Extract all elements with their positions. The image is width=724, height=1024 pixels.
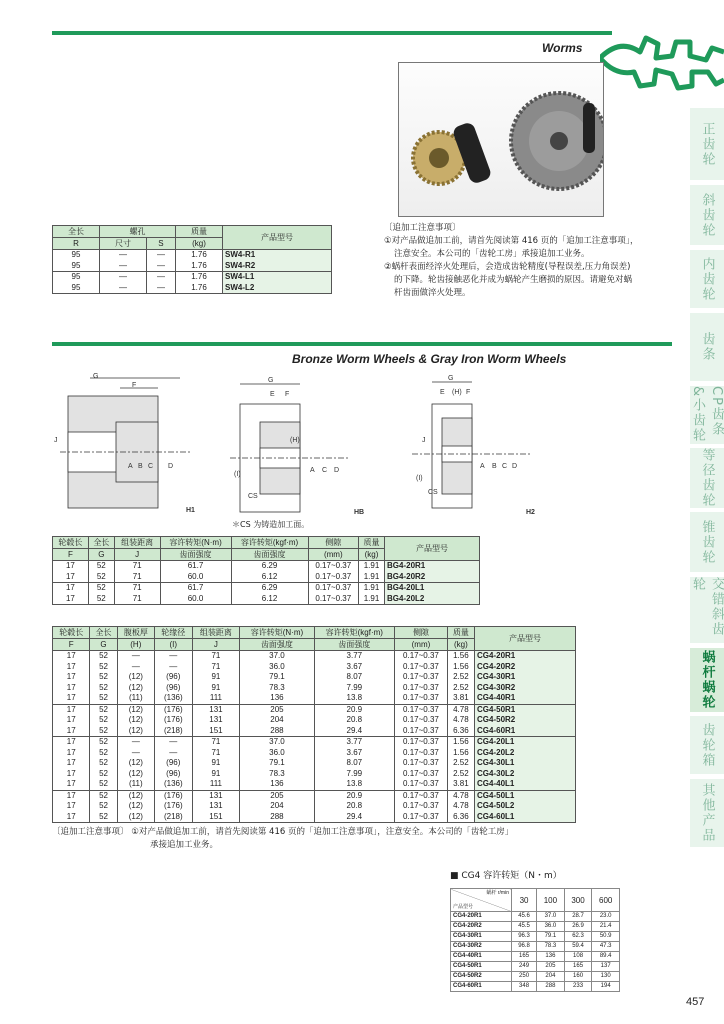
cg4-torque-title: ■ CG4 容许转矩（N・m） — [450, 871, 562, 881]
svg-text:D: D — [334, 467, 340, 474]
table-row: CG4-30R2 96.8 78.3 59.4 47.3 — [451, 942, 620, 952]
side-tab-8[interactable]: 蜗杆蜗轮 — [690, 648, 724, 712]
col-length: 全长 — [53, 226, 100, 238]
table-row: 17 52 — — 71 37.0 3.77 0.17~0.37 1.56 CG4-20L1 — [53, 737, 576, 748]
table-row: 17 52 71 60.0 6.12 0.17~0.37 1.91 BG4-20L2 — [53, 594, 480, 605]
wheel-machining-note: 〔追加工注意事项〕 ①对产品做追加工前，请首先阅读第 416 页的「追加工注意事项」，注意安全。本公司的「齿轮工房」 承接追加工业务。 — [52, 827, 514, 850]
table-row: 17 52 (12) (176) 131 205 20.9 0.17~0.37 4.78 CG4-50L1 — [53, 790, 576, 801]
table-row: 17 52 (12) (96) 91 79.1 8.07 0.17~0.37 2.52 CG4-30R1 — [53, 672, 576, 683]
svg-text:(I): (I) — [234, 471, 241, 478]
svg-text:(H): (H) — [452, 389, 462, 396]
table-row: 95 — — 1.76 SW4-R2 — [53, 261, 332, 272]
side-tab-7[interactable]: 交错斜齿轮 — [690, 577, 724, 643]
table-row: 17 52 (12) (176) 131 205 20.9 0.17~0.37 4.78 CG4-50R1 — [53, 704, 576, 715]
svg-text:A: A — [480, 463, 485, 470]
table-row: 17 52 (12) (96) 91 78.3 7.99 0.17~0.37 2.52 CG4-30R2 — [53, 683, 576, 694]
table-row: CG4-20R1 45.6 37.0 28.7 23.0 — [451, 912, 620, 922]
svg-text:G: G — [268, 377, 274, 384]
table-row: 95 — — 1.76 SW4-L1 — [53, 272, 332, 283]
svg-text:F: F — [132, 382, 137, 389]
wheels-title: Bronze Worm Wheels & Gray Iron Worm Wheels — [292, 352, 567, 366]
table-row: 17 52 (11) (136) 111 136 13.8 0.17~0.37 3.81 CG4-40R1 — [53, 693, 576, 704]
table-row: CG4-30R1 96.3 79.1 62.3 50.9 — [451, 932, 620, 942]
svg-text:E: E — [270, 391, 275, 398]
worms-title: Worms — [542, 41, 583, 55]
svg-text:G: G — [93, 373, 99, 380]
side-tab-9[interactable]: 齿轮箱 — [690, 716, 724, 774]
svg-text:C: C — [148, 463, 154, 470]
table-row: 17 52 (12) (218) 151 288 29.4 0.17~0.37 6.36 CG4-60L1 — [53, 812, 576, 823]
worm-gears-image — [399, 63, 603, 216]
col-r: R — [53, 238, 100, 250]
table-row: 17 52 (12) (176) 131 204 20.8 0.17~0.37 4.78 CG4-50R2 — [53, 715, 576, 726]
svg-text:D: D — [168, 463, 174, 470]
svg-text:F: F — [466, 389, 471, 396]
drawing-h1 — [50, 372, 210, 522]
svg-text:G: G — [448, 375, 454, 382]
col-s: S — [146, 238, 175, 250]
table-row: CG4-60R1 348 288 233 194 — [451, 982, 620, 992]
svg-text:B: B — [138, 463, 143, 470]
svg-text:B: B — [492, 463, 497, 470]
svg-text:F: F — [285, 391, 290, 398]
svg-text:A: A — [310, 467, 315, 474]
cs-note: ＊CS 为铸造加工面。 — [232, 520, 310, 529]
table-row: 17 52 (12) (176) 131 204 20.8 0.17~0.37 4.78 CG4-50L2 — [53, 801, 576, 812]
table-row: 17 52 (12) (218) 151 288 29.4 0.17~0.37 6.36 CG4-60R1 — [53, 726, 576, 737]
side-tab-3[interactable]: 齿条 — [690, 313, 724, 381]
col-size: 尺寸 — [99, 238, 146, 250]
svg-text:CS: CS — [428, 489, 438, 496]
top-rule — [52, 31, 612, 35]
drawing-h2-label: H2 — [526, 509, 535, 516]
table-row: 17 52 (12) (96) 91 78.3 7.99 0.17~0.37 2.52 CG4-30L2 — [53, 769, 576, 780]
table-row: 17 52 (12) (96) 91 79.1 8.07 0.17~0.37 2.52 CG4-30L1 — [53, 758, 576, 769]
table-row: 17 52 (11) (136) 111 136 13.8 0.17~0.37 3.81 CG4-40L1 — [53, 779, 576, 790]
side-tab-4[interactable]: CP齿条&小齿轮 — [690, 386, 724, 444]
side-tab-5[interactable]: 等径齿轮 — [690, 448, 724, 508]
drawing-h1-label: H1 — [186, 507, 195, 514]
table-row: 17 52 71 61.7 6.29 0.17~0.37 1.91 BG4-20R1 — [53, 561, 480, 572]
table-row: 17 52 — — 71 36.0 3.67 0.17~0.37 1.56 CG4-20L2 — [53, 748, 576, 759]
table-row: CG4-40R1 165 136 108 89.4 — [451, 952, 620, 962]
col-mass: 质量 — [176, 226, 223, 238]
svg-text:J: J — [54, 437, 58, 444]
svg-text:CS: CS — [248, 493, 258, 500]
svg-text:A: A — [128, 463, 133, 470]
page-number: 457 — [686, 996, 705, 1008]
cg4-corner: 蜗杆 r/min 产品型号 — [451, 889, 512, 912]
side-tab-10[interactable]: 其他产品 — [690, 779, 724, 847]
table-row: 17 52 — — 71 36.0 3.67 0.17~0.37 1.56 CG4-20R2 — [53, 662, 576, 673]
side-tab-6[interactable]: 锥齿轮 — [690, 512, 724, 572]
side-tab-0[interactable]: 正齿轮 — [690, 108, 724, 180]
col-kg: (kg) — [176, 238, 223, 250]
worm-spec-table — [52, 225, 332, 294]
svg-text:(H): (H) — [290, 437, 300, 444]
svg-text:C: C — [322, 467, 328, 474]
worm-product-photo — [398, 62, 604, 217]
cg4-torque-table: 蜗杆 r/min 产品型号 30 100 300 600 CG4-20R1 45.6 37.0 28.7 23.0 CG4-20R2 45.5 36.0 26.9 21.4 CG4-30R1 96.3 79.1 62.3 50.9 CG4-30R2 96.8 78.3 59.4 47.3 CG4-40R1 165 136 108 89.4 CG4-50R1 249 205 165 137 CG4-50R2 250 204 160 130 CG4-60R1 348 288 233 194 — [450, 888, 620, 992]
svg-text:(I): (I) — [416, 475, 423, 482]
col-hole: 螺孔 — [99, 226, 175, 238]
col-code: 产品型号 — [223, 226, 332, 250]
svg-text:C: C — [502, 463, 508, 470]
drawing-hb-label: HB — [354, 509, 365, 516]
table-row: 17 52 — — 71 37.0 3.77 0.17~0.37 1.56 CG4-20R1 — [53, 651, 576, 662]
worm-machining-note: 〔追加工注意事项〕 ①对产品做追加工前，请首先阅读第 416 页的「追加工注意事项」， 注意安全。本公司的「齿轮工房」承接追加工业务。 ②蜗杆表面经淬火处理后，会造成齿轮精度(导程误差,压力角误差) 的下降。轮齿接触恶化并成为蜗轮产生磨损的原因。请避免对蜗 杆齿面做淬火处理。 — [384, 223, 639, 298]
table-row: 17 52 71 61.7 6.29 0.17~0.37 1.91 BG4-20L1 — [53, 583, 480, 594]
gear-logo-icon — [600, 18, 724, 98]
cg-spec-table: 轮毂长 全长 腹板厚 轮缘径 组装距离 容许转矩(N·m) 容许转矩(kgf·m) 侧隙 质量 产品型号 F G (H) (I) J 齿面强度 齿面强度 (mm) (kg) 17 52 — — 71 37.0 3.77 0.17~0.37 1.56 CG4-20R1 17 52 — — 71 36.0 3.67 0.17~0.37 1.56 CG4-20R2 17 52 (12) (96) 91 79.1 8.07 0.17~0.37 2.52 CG4-30R1 17 52 (12) (96) 91 78.3 7.99 0.17~0.37 2.52 CG4-30R2 17 52 (11) (136) 111 136 13.8 0.17~0.37 3.81 CG4-40R1 17 52 (12) (176) 131 205 20.9 0.17~0.37 4.78 CG4-50R1 17 52 (12) (176) 131 204 20.8 0.17~0.37 4.78 CG4-50R2 17 52 (12) (218) 151 288 29.4 0.17~0.37 6.36 CG4-60R1 17 52 — — 71 37.0 3.77 0.17~0.37 1.56 CG4-20L1 17 52 — — 71 36.0 3.67 0.17~0.37 1.56 CG4-20L2 17 52 (12) (96) 91 79.1 8.07 0.17~0.37 2.52 CG4-30L1 17 52 (12) (96) 91 78.3 7.99 0.17~0.37 2.52 CG4-30L2 17 52 (11) (136) 111 136 13.8 0.17~0.37 3.81 CG4-40L1 17 52 (12) (176) 131 205 20.9 0.17~0.37 4.78 CG4-50L1 17 52 (12) (176) 131 204 20.8 0.17~0.37 4.78 CG4-50L2 17 52 (12) (218) 151 288 29.4 0.17~0.37 6.36 CG4-60L1 — [52, 626, 576, 823]
drawing-h2 — [402, 372, 552, 522]
table-row: 95 — — 1.76 SW4-L2 — [53, 283, 332, 294]
side-tab-1[interactable]: 斜齿轮 — [690, 185, 724, 245]
table-row: CG4-50R2 250 204 160 130 — [451, 972, 620, 982]
drawing-hb — [230, 376, 370, 522]
svg-text:D: D — [512, 463, 518, 470]
side-tab-2[interactable]: 内齿轮 — [690, 250, 724, 308]
table-row: 95 — — 1.76 SW4-R1 — [53, 250, 332, 261]
wheels-rule — [52, 342, 672, 346]
svg-text:J: J — [422, 437, 426, 444]
bg-spec-table: 轮毂长 全长 组装距离 容许转矩(N·m) 容许转矩(kgf·m) 侧隙 质量 产品型号 F G J 齿面强度 齿面强度 (mm) (kg) 17 52 71 61.7 6.29 0.17~0.37 1.91 BG4-20R1 17 52 71 60.0 6.12 0.17~0.37 1.91 BG4-20R2 17 52 71 61.7 6.29 0.17~0.37 1.91 BG4-20L1 17 52 71 60.0 6.12 0.17~0.37 1.91 BG4-20L2 — [52, 536, 480, 605]
table-row: 17 52 71 60.0 6.12 0.17~0.37 1.91 BG4-20R2 — [53, 572, 480, 583]
table-row: CG4-50R1 249 205 165 137 — [451, 962, 620, 972]
svg-text:E: E — [440, 389, 445, 396]
table-row: CG4-20R2 45.5 36.0 26.9 21.4 — [451, 922, 620, 932]
